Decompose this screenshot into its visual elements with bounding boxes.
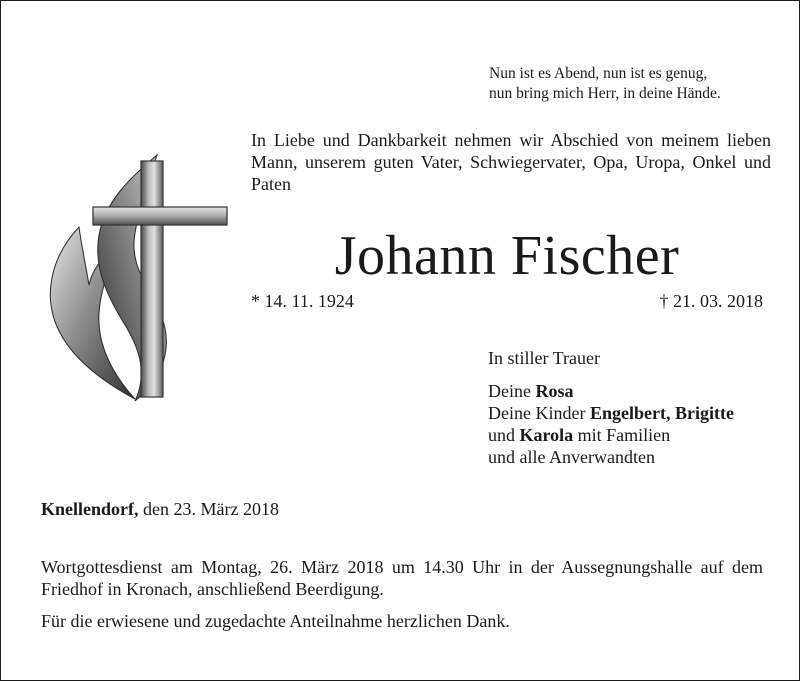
mourner-suffix: mit Familien — [573, 425, 671, 445]
mourner-line-wife — [488, 380, 778, 402]
mourner-name: Engelbert, Brigitte — [589, 403, 734, 423]
thanks-note: Für die erwiesene und zugedachte Anteilnahme herzlichen Dank. — [41, 611, 510, 631]
mourner-line-karola — [488, 424, 778, 446]
intro-text: In Liebe und Dankbarkeit nehmen wir Abschied von meinem lieben Mann, unserem guten Vater, Schwiegervater, Opa, Uropa, Onkel und Paten — [251, 130, 771, 194]
mourner-prefix: Deine — [488, 381, 536, 401]
verse-line-2: nun bring mich Herr, in deine Hände. — [489, 85, 721, 102]
mourner-name: Rosa — [535, 381, 574, 401]
mourner-prefix: und — [488, 425, 520, 445]
mourners-heading: In stiller Trauer — [488, 348, 600, 368]
birth-date: * 14. 11. 1924 — [251, 291, 354, 311]
notice-date: den 23. März 2018 — [138, 499, 279, 519]
service-info: Wortgottesdienst am Montag, 26. März 2018 um 14.30 Uhr in der Aussegnungshalle auf dem Friedhof in Kronach, anschließend Beerdigung. — [41, 557, 763, 599]
verse-line-1: Nun ist es Abend, nun ist es genug, — [489, 65, 708, 82]
mourner-line-relatives: und alle Anverwandten — [488, 447, 655, 467]
mourner-line-children — [488, 402, 778, 424]
deceased-name: Johann Fischer — [334, 225, 680, 287]
cross-flame-icon — [39, 149, 229, 407]
verse — [489, 64, 779, 104]
mourners-block — [488, 347, 778, 468]
mourner-prefix: Deine Kinder — [488, 403, 590, 423]
place-date — [41, 498, 279, 520]
death-date: † 21. 03. 2018 — [659, 291, 763, 311]
mourner-name: Karola — [519, 425, 574, 445]
place-name: Knellendorf, — [41, 499, 139, 519]
